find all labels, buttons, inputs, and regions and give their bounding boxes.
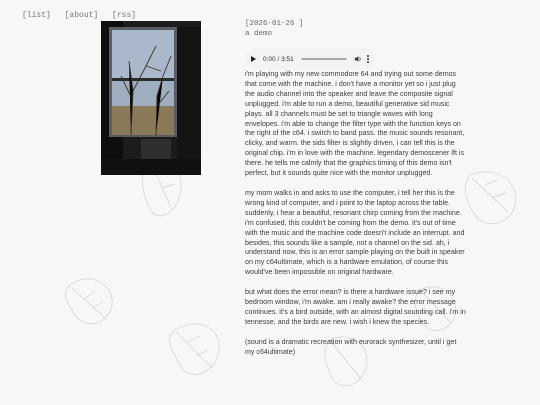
leaf-sketch-left [65, 157, 181, 323]
post-paragraph: (sound is a dramatic recreation with eurorack synthesizer, until i get my c64ultimate) [245, 337, 457, 356]
nav-rss-link[interactable]: [rss] [112, 11, 137, 20]
audio-player [245, 48, 375, 70]
post-title: a demo [245, 30, 273, 38]
post-body [245, 70, 467, 368]
post-photo [101, 21, 201, 175]
more-options-icon[interactable] [367, 55, 369, 63]
audio-time: 0:00 / 3:51 [263, 55, 294, 63]
top-nav [22, 11, 145, 20]
window-photo-illustration [101, 21, 201, 175]
post-date: [2026-01-26 ] [245, 20, 304, 28]
nav-about-link[interactable]: [about] [64, 11, 99, 20]
post-paragraph: but what does the error mean? is there a hardware issue? i see my bedroom window, i'm awake. am i really awake? the error message continues. it's a bird outside, with an almost digital sounding call. i'm in tennesse, and the birds are new. i wish i knew the species. [245, 288, 466, 326]
post-paragraph: my mom walks in and asks to use the computer, i tell her this is the wrong kind of computer, and i point to the laptop across the table. suddenly, i hear a beautiful, resonant chirp coming from the machine. i'm confused, this couldn't be coming from the demo. it's out of time with the music and the machine code doesn't include an interrupt. and besides, this sounds like a sample, not a channel on the sid. ah, i understand now, this is an error sample playing on the built in speaker on my c64ultimate, which is a hardware emulation, of course this would've been impossible on original hardware. [245, 188, 465, 277]
audio-progress-bar[interactable] [301, 58, 347, 60]
play-button[interactable] [251, 56, 256, 62]
post-paragraph: i'm playing with my new commodore 64 and trying out some demos that come with the machine. i don't have a monitor yet so i just plug the audio channel into the speaker and leave the composite signal unplugged. i'm able to run a demo, beautiful generative sid music plays. all 3 channels must be set to triangle waves with long envelopes. i'm able to change the filter type with the function keys on the right of the c64. i switch to band pass. the music sounds resonant, clicky, and warm. the sids filter is slightly driven, i can tell this is the original chip. i'm in love with the machine. legendary demoscener lft is there. he tells me calmly that the graphics timing of this demo isn't perfect, but it sounds quite nice with the monitor unplugged. [245, 70, 465, 178]
nav-list-link[interactable]: [list] [22, 11, 51, 20]
volume-icon[interactable] [354, 55, 362, 63]
